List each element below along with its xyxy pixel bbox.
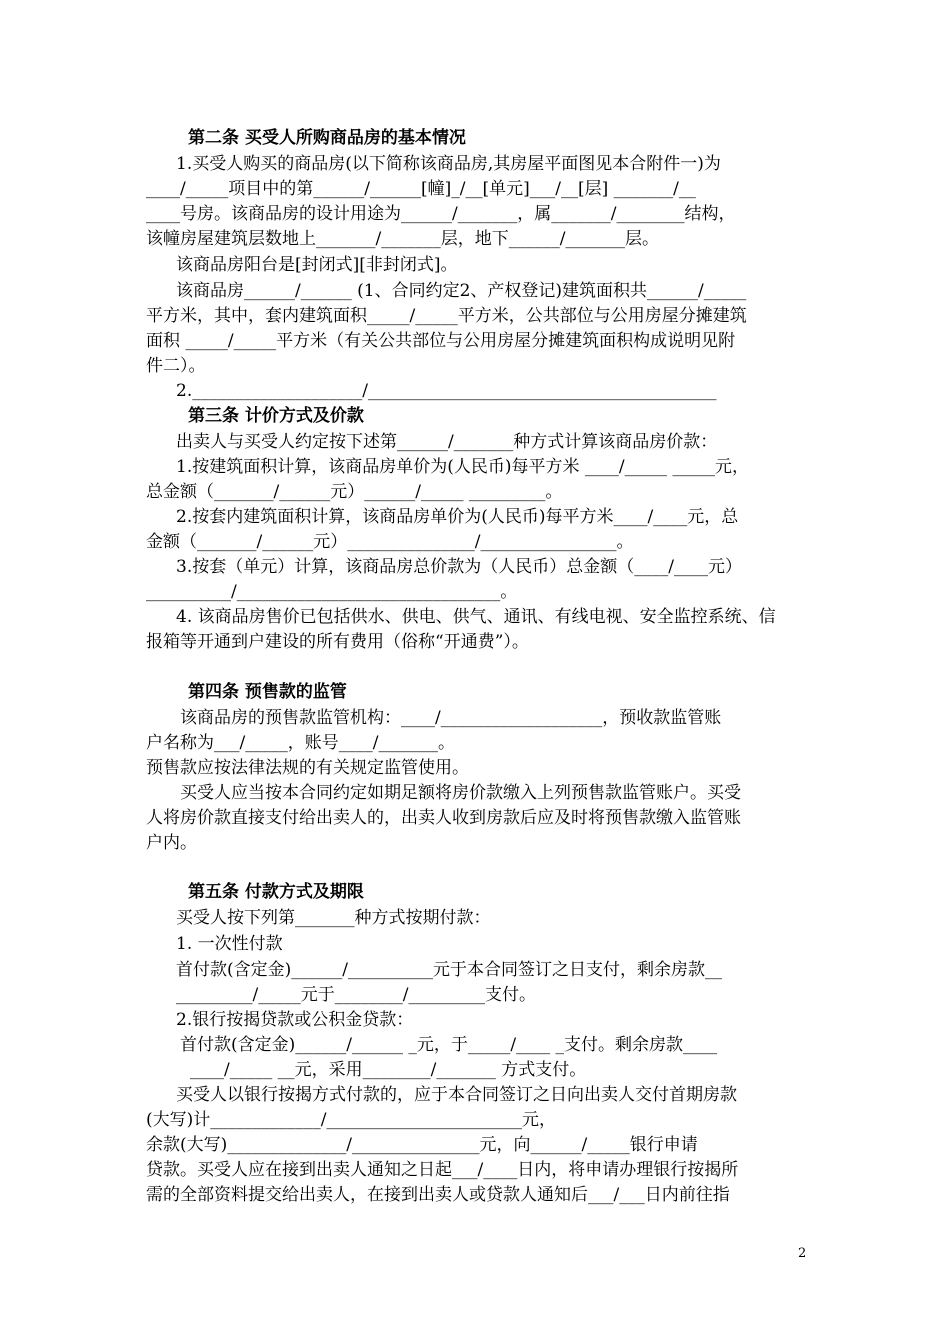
text-line: 该商品房______/______ (1、合同约定2、产权登记)建筑面积共______/_____ xyxy=(176,281,747,301)
text-line: 出卖人与买受人约定按下述第______/_______种方式计算该商品房价款： xyxy=(176,432,718,452)
text-line: 金额（_______/______元）_______________/________________。 xyxy=(146,532,634,552)
text-line: 户内。 xyxy=(146,833,197,853)
text-line: 3.按套（单元）计算，该商品房总价款为（人民币）总金额（____/____元） xyxy=(176,557,742,577)
text-line: 首付款(含定金)______/__________元于本合同签订之日支付，剩余房款__ xyxy=(176,960,722,980)
text-line: 1.买受人购买的商品房(以下简称该商品房,其房屋平面图见本合附件一)为 xyxy=(176,154,721,174)
text-line: 贷款。买受人应在接到出卖人通知之日起___/____日内，将申请办理银行按揭所 xyxy=(146,1160,739,1180)
text-line: 户名称为___/_____，账号____/_______。 xyxy=(146,733,455,753)
text-line: ____/_____ __元，采用________/_______ 方式支付。 xyxy=(190,1060,587,1080)
text-line: 1. 一次性付款 xyxy=(176,934,283,954)
text-line: 面积 _____/_____平方米（有关公共部位与公用房屋分摊建筑面积构成说明见附 xyxy=(146,331,736,351)
text-line: 2.按套内建筑面积计算，该商品房单价为(人民币)每平方米____/____元，总 xyxy=(176,507,739,527)
text-line: ____号房。该商品房的设计用途为______/_______，属_______/________结构， xyxy=(146,204,736,224)
text-line: 需的全部资料提交给出卖人，在接到出卖人或贷款人通知后___/___日内前往指 xyxy=(146,1185,730,1205)
section-heading: 第五条 付款方式及期限 xyxy=(188,882,364,902)
text-line: 4. 该商品房售价已包括供水、供电、供气、通讯、有线电视、安全监控系统、信 xyxy=(176,607,776,627)
text-line: 买受人按下列第_______种方式按期付款： xyxy=(176,908,491,928)
text-line: 该商品房的预售款监管机构：____/___________________，预收款监管账 xyxy=(180,708,722,728)
text-line: _________/_____元于________/_________支付。 xyxy=(176,985,536,1005)
section-heading: 第二条 买受人所购商品房的基本情况 xyxy=(188,128,466,148)
section-heading: 第四条 预售款的监管 xyxy=(188,682,347,702)
text-line: ____/_____项目中的第______/______[幢]_/__[单元]___/__[层] _______/__ xyxy=(146,179,696,199)
text-line: 2.银行按揭贷款或公积金贷款： xyxy=(176,1010,414,1030)
text-line: 报箱等开通到户建设的所有费用（俗称“开通费”）。 xyxy=(146,632,529,652)
text-line: 该幢房屋建筑层数地上_______/_______层，地下______/_______层。 xyxy=(146,229,659,249)
text-line: 1.按建筑面积计算，该商品房单价为(人民币)每平方米 ____/_____ _____元， xyxy=(176,457,750,477)
text-line: 该商品房阳台是[封闭式][非封闭式]。 xyxy=(176,255,458,275)
text-line: (大写)计_____________/_______________________元， xyxy=(146,1110,556,1130)
page-number: 2 xyxy=(798,1246,807,1261)
text-line: __________/_______________________________。 xyxy=(146,582,518,602)
text-line: 买受人应当按本合同约定如期足额将房价款缴入上列预售款监管账户。买受 xyxy=(180,783,741,803)
text-line: 平方米，其中，套内建筑面积_____/_____平方米，公共部位与公用房屋分摊建筑 xyxy=(146,306,747,326)
text-line: 人将房价款直接支付给出卖人的，出卖人收到房款后应及时将预售款缴入监管账 xyxy=(146,808,741,828)
text-line: 预售款应按法律法规的有关规定监管使用。 xyxy=(146,758,469,778)
text-line: 总金额（_______/______元）______/_____ _________。 xyxy=(146,482,563,502)
section-heading: 第三条 计价方式及价款 xyxy=(188,406,364,426)
text-line: 余款(大写)______________/_______________元，向______/_____银行申请 xyxy=(146,1135,698,1155)
text-line: 2.____________________/_________________________________________ xyxy=(176,381,717,401)
text-line: 首付款(含定金)______/______ _元，于_____/____ _支付。剩余房款____ xyxy=(180,1035,718,1055)
text-line: 买受人以银行按揭方式付款的，应于本合同签订之日向出卖人交付首期房款 xyxy=(176,1085,737,1105)
text-line: 件二）。 xyxy=(146,356,206,376)
